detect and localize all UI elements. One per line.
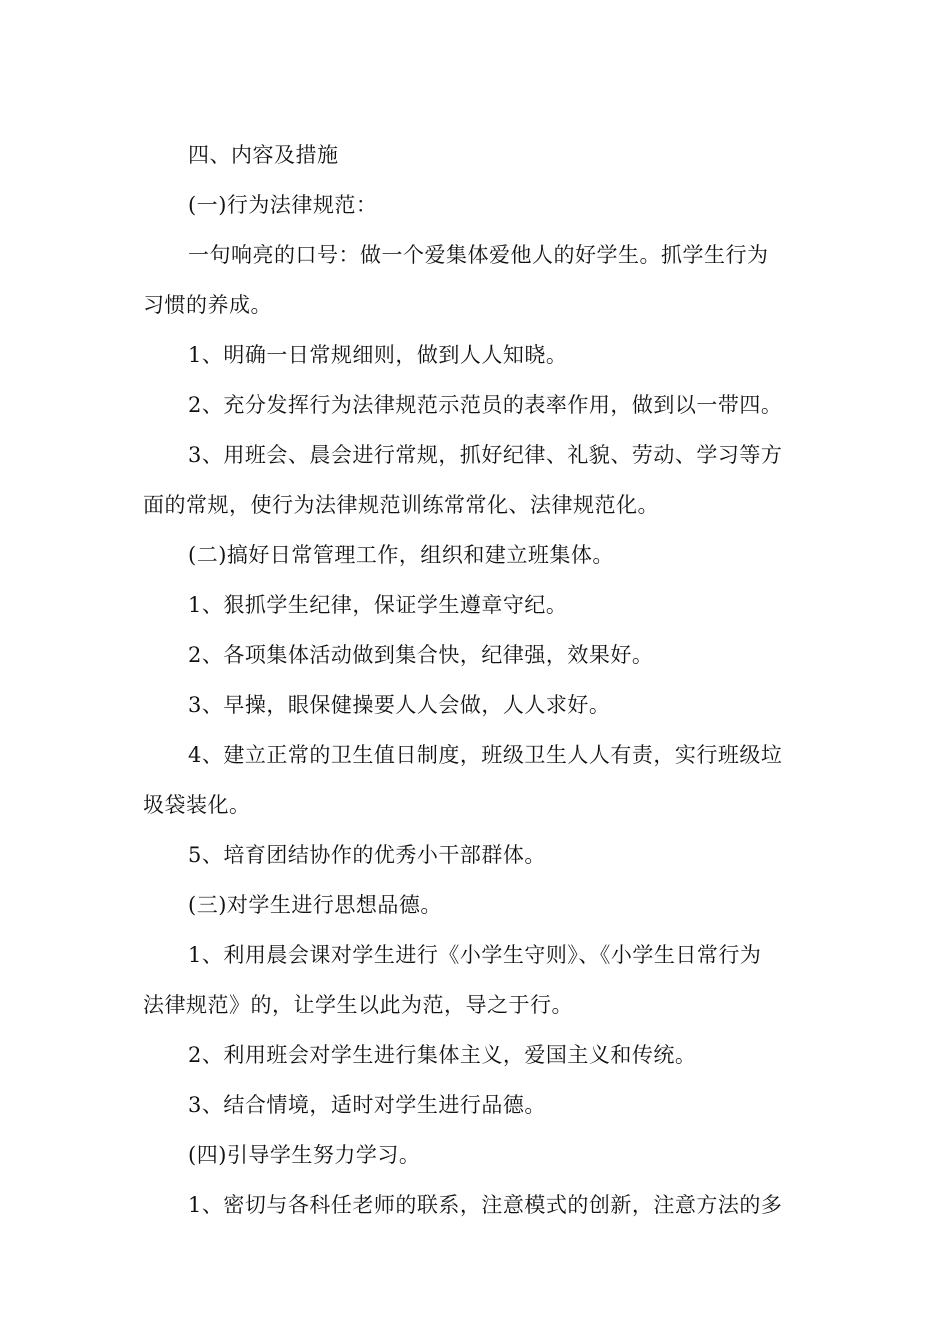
subsection-heading: (四)引导学生努力学习。 <box>188 1143 421 1167</box>
list-item: 1、狠抓学生纪律，保证学生遵章守纪。 <box>188 593 568 617</box>
list-item: 3、早操，眼保健操要人人会做，人人求好。 <box>188 693 611 717</box>
document-body <box>143 130 813 1230</box>
subsection-heading: (三)对学生进行思想品德。 <box>188 893 442 917</box>
list-item: 1、密切与各科任老师的联系，注意模式的创新，注意方法的多 <box>188 1193 783 1217</box>
list-item: 2、利用班会对学生进行集体主义，爱国主义和传统。 <box>188 1043 697 1067</box>
list-item: 3、用班会、晨会进行常规，抓好纪律、礼貌、劳动、学习等方 <box>188 443 783 467</box>
list-item-continuation: 法律规范》的，让学生以此为范，导之于行。 <box>143 993 573 1017</box>
list-item: 1、利用晨会课对学生进行《小学生守则》、《小学生日常行为 <box>188 943 762 967</box>
paragraph-line: 习惯的养成。 <box>143 293 272 317</box>
list-item: 2、充分发挥行为法律规范示范员的表率作用，做到以一带四。 <box>188 393 783 417</box>
list-item: 4、建立正常的卫生值日制度，班级卫生人人有责，实行班级垃 <box>188 743 783 767</box>
paragraph-line: 一句响亮的口号：做一个爱集体爱他人的好学生。抓学生行为 <box>188 243 769 267</box>
list-item-continuation: 面的常规，使行为法律规范训练常常化、法律规范化。 <box>143 493 659 517</box>
subsection-heading: (一)行为法律规范： <box>188 193 378 217</box>
subsection-heading: (二)搞好日常管理工作，组织和建立班集体。 <box>188 543 614 567</box>
list-item: 5、培育团结协作的优秀小干部群体。 <box>188 843 546 867</box>
list-item: 2、各项集体活动做到集合快，纪律强，效果好。 <box>188 643 654 667</box>
list-item: 3、结合情境，适时对学生进行品德。 <box>188 1093 546 1117</box>
section-heading: 四、内容及措施 <box>188 143 339 167</box>
list-item-continuation: 圾袋装化。 <box>143 793 251 817</box>
list-item: 1、明确一日常规细则，做到人人知晓。 <box>188 343 568 367</box>
